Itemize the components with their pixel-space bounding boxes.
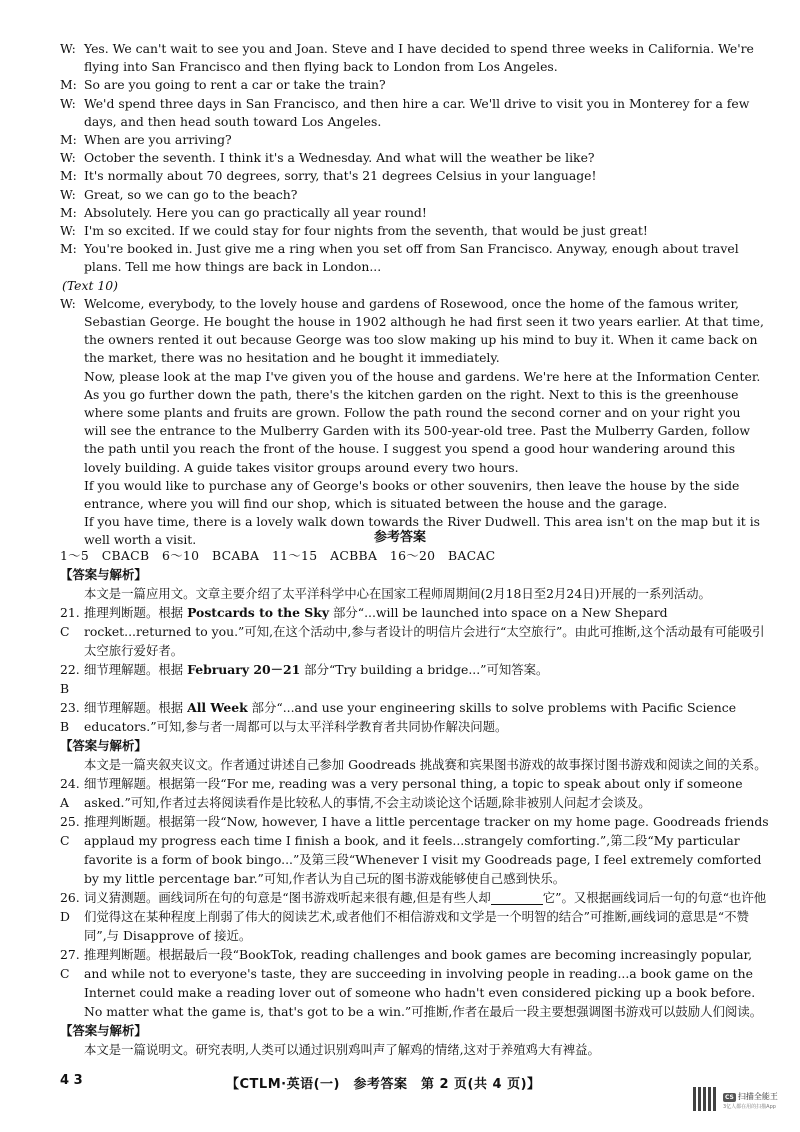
scanner-brand: 扫描全能王	[737, 1092, 778, 1101]
passage-intro: 本文是一篇应用文。文章主要介绍了太平洋科学中心在国家工程师周期间(2月18日至2月24日)开展的一系列活动。	[84, 586, 711, 601]
question-number: 21. C	[60, 605, 80, 639]
monologue: W: Welcome, everybody, to the lovely house and gardens of Rosewood, once the home of the famous writer, Sebastian George. He bought the house in 1902 although he had first seen it two years earlier. At that time, the owners rented it out because George was too slow making up his mind to buy it. When it came back on the market, there was no hesitation and he bought it immediately.	[60, 295, 764, 366]
paragraph: If you have time, there is a lovely walk down towards the River Dudwell. This area isn't on the map but it is well worth a visit.	[84, 514, 761, 548]
qr-code-icon	[693, 1087, 717, 1111]
page-footer	[60, 1073, 760, 1091]
listening-transcript	[60, 40, 765, 550]
dialogue-line: W: Yes. We can't wait to see you and Joan. Steve and I have decided to spend three weeks in California. We're flying into San Francisco and then flying back to London from Los Angeles.	[60, 41, 754, 75]
text-10-heading: (Text 10)	[62, 277, 118, 293]
question-number: 27. C	[60, 947, 80, 981]
dialogue-line: W: I'm so excited. If we could stay for four nights from the seventh, that would be just great!	[60, 223, 648, 239]
footer-logo: 4 3	[60, 1073, 83, 1088]
dialogue-line: M: When are you arriving?	[60, 132, 232, 148]
explanation-item: 25. C 推理判断题。根据第一段“Now, however, I have a little percentage tracker on my home page. Goodreads friends applaud my progress each time I finish a book, and it feels...strangely comforting.”,第二段“My particular favorite is a form of book bingo...”及第三段“Whenever I visit my Goodreads page, I feel extremely comforted by my little percentage bar.”可知,作者认为自己玩的图书游戏能够使自己感到快乐。	[60, 814, 769, 886]
dialogue-line: M: It's normally about 70 degrees, sorry, that's 21 degrees Celsius in your language!	[60, 168, 597, 184]
question-number: 22. B	[60, 662, 80, 696]
explanation-item: 27. C 推理判断题。根据最后一段“BookTok, reading challenges and book games are becoming increasingly popular, and while not to everyone's taste, they are succeeding in involving people in reading...a book game on the Internet could make a reading lover out of someone who hadn't even considered picking up a book before. No matter what the game is, that's got to be a win.”可推断,作者在最后一段主要想强调图书游戏可以鼓励人们阅读。	[60, 947, 763, 1019]
paragraph: If you would like to purchase any of George's books or other souvenirs, then leave the house by the side entrance, where you will find our shop, which is situated between the house and the garage.	[84, 477, 740, 512]
section-label: 【答案与解析】	[60, 738, 147, 753]
passage-intro: 本文是一篇说明文。研究表明,人类可以通过识别鸡叫声了解鸡的情绪,这对于养殖鸡大有裨益。	[84, 1042, 600, 1057]
question-number: 24. A	[60, 776, 80, 810]
dialogue-line: M: You're booked in. Just give me a ring when you set off from San Francisco. Anyway, enough about travel plans. Tell me how things are back in London...	[60, 241, 739, 275]
section-label: 【答案与解析】	[60, 567, 147, 582]
monologue-continued	[84, 368, 765, 550]
dialogue-line: M: So are you going to rent a car or take the train?	[60, 77, 386, 93]
explanation-item: 26. D 词义猜测题。画线词所在句的句意是“图书游戏听起来很有趣,但是有些人却 它”。又根据画线词后一句的句意“也许他们觉得这在某种程度上削弱了伟大的阅读艺术,或者他们不相信游戏和文学是一个明智的结合”可推断,画线词的意思是“不赞同”,与 Disapprove of 接近。	[60, 890, 767, 943]
paragraph: Now, please look at the map I've given you of the house and gardens. We're here at the Information Center. As you go further down the path, there's the kitchen garden on the right. Next to this is the greenhouse where some plants and fruits are grown. Follow the path round the second corner and on your right you will see the entrance to the Mulberry Garden with its 500-year-old tree. Past the Mulberry Garden, follow the path until you reach the front of the house. I suggest you spend a good hour wandering around this lovely building. A guide takes visitor groups around every two hours.	[84, 368, 761, 475]
answers-title: 参考答案	[373, 530, 426, 545]
question-number: 25. C	[60, 814, 80, 848]
dialogue-line: W: October the seventh. I think it's a Wednesday. And what will the weather be like?	[60, 150, 595, 166]
passage-intro: 本文是一篇夹叙夹议文。作者通过讲述自己参加 Goodreads 挑战赛和宾果图书游戏的故事探讨图书游戏和阅读之间的关系。	[84, 757, 767, 772]
explanation-item: 23. B 细节理解题。根据 All Week 部分“...and use your engineering skills to solve problems with Pacific Science educators.”可知,参与者一周都可以与太平洋科学教育者共同协作解决问题。	[60, 700, 737, 734]
footer-text: 【CTLM·英语(一) 参考答案 第 2 页(共 4 页)】	[226, 1077, 541, 1092]
dialogue-line: M: Absolutely. Here you can go practically all year round!	[60, 204, 427, 220]
scanner-badge: CS	[725, 1094, 734, 1101]
question-number: 26. D	[60, 890, 80, 924]
scanner-tagline: 3亿人都在用的扫描App	[723, 1104, 776, 1110]
explanation-item: 21. C 推理判断题。根据 Postcards to the Sky 部分“...will be launched into space on a New Shepard rocket...returned to you.”可知,在这个活动中,参与者设计的明信片会进行“太空旅行”。由此可推断,这个活动最有可能吸引太空旅行爱好者。	[60, 605, 765, 658]
dialogue-line: W: We'd spend three days in San Francisco, and then hire a car. We'll drive to visit you in Monterey for a few days, and then head south toward Los Angeles.	[60, 95, 750, 129]
explanation-item: 22. B 细节理解题。根据 February 20－21 部分“Try building a bridge...”可知答案。	[60, 662, 549, 696]
explanation-item: 24. A 细节理解题。根据第一段“For me, reading was a very personal thing, a topic to speak about only if someone asked.”可知,作者过去将阅读看作是比较私人的事情,不会主动谈论这个话题,除非被别人问起才会谈及。	[60, 776, 743, 810]
section-label: 【答案与解析】	[60, 1023, 147, 1038]
scanner-watermark	[693, 1085, 793, 1129]
answer-explanations	[60, 546, 770, 1059]
answer-key: 1～5 CBACB 6～10 BCABA 11～15 ACBBA 16～20 BACAC	[60, 548, 496, 563]
answer-blank	[491, 892, 543, 905]
dialogue-line: W: Great, so we can go to the beach?	[60, 186, 298, 202]
question-number: 23. B	[60, 700, 80, 734]
